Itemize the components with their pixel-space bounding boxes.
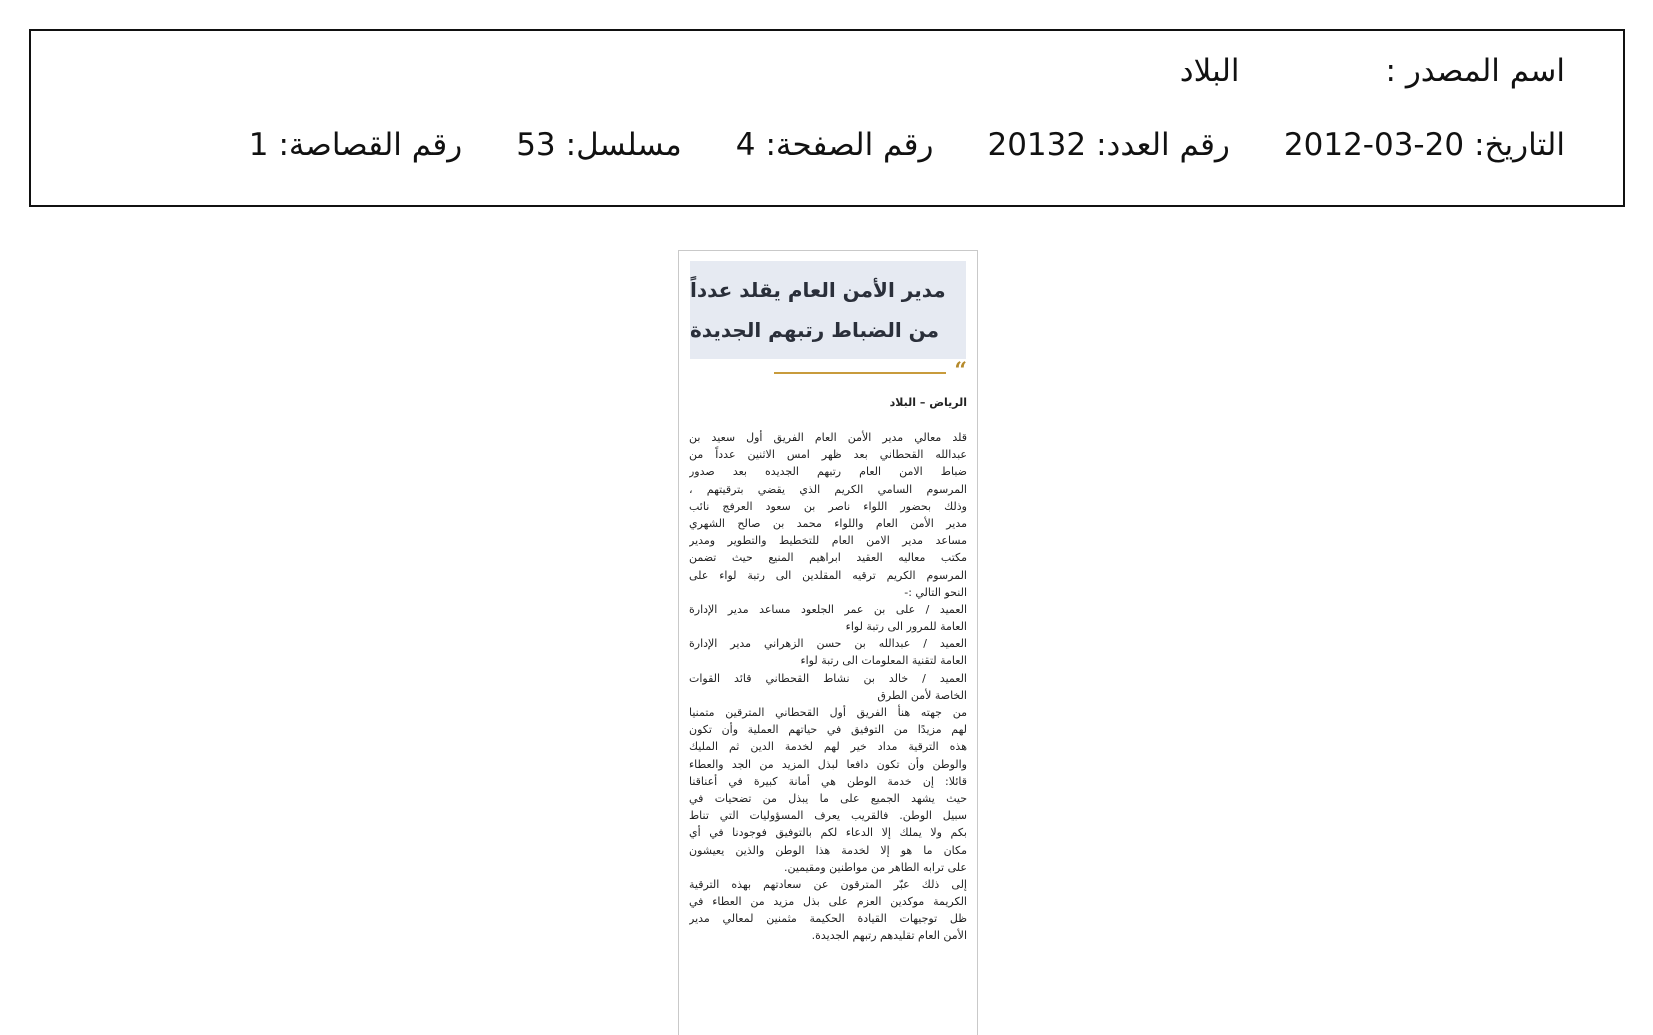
body-line: مساعد مدير الامن العام للتخطيط والتطوير ومدير xyxy=(689,534,967,548)
body-line: ضباط الامن العام رتبهم الجديده بعد صدور xyxy=(689,465,967,479)
body-line: عبدالله القحطاني بعد ظهر امس الاثنين عدداً من xyxy=(689,448,967,462)
body-line: الكريمة موكدين العزم على بذل مزيد من العطاء في xyxy=(689,895,967,909)
newspaper-clipping xyxy=(678,250,978,1035)
headline-line-2: من الضباط رتبهم الجديدة xyxy=(690,318,940,342)
body-line: الأمن العام تقليدهم رتبهم الجديدة. xyxy=(811,929,967,943)
body-line: بكم ولا يملك إلا الدعاء لكم بالتوفيق فوجودنا في أي xyxy=(689,826,967,840)
body-line: العميد / خالد بن نشاط القحطاني قائد القوات xyxy=(689,671,967,685)
page-label: رقم الصفحة: xyxy=(765,127,934,163)
quote-mark-icon: “ xyxy=(954,358,967,384)
body-line: مكتب معاليه العقيد ابراهيم المنيع حيث تضمن xyxy=(689,551,967,565)
body-line: مدير الأمن العام واللواء محمد بن صالح الشهري xyxy=(689,516,967,530)
body-line: والوطن وأن تكون دافعا لبذل المزيد من الجد والعطاء xyxy=(689,757,967,771)
date-value: 2012-03-20 xyxy=(1283,127,1465,163)
divider-line xyxy=(774,372,946,374)
body-line: العميد / عبدالله بن حسن الزهراني مدير الإدارة xyxy=(689,637,967,651)
issue-label: رقم العدد: xyxy=(1096,127,1230,163)
body-line: هذه الترقية مداد خير لهم لخدمة الدين ثم المليك xyxy=(689,740,967,754)
body-line: قلد معالي مدير الأمن العام الفريق أول سعيد بن xyxy=(689,431,967,444)
body-line: المرسوم السامي الكريم الذي يقضي بترقيتهم ، xyxy=(689,482,967,496)
body-line: المرسوم الكريم ترقيه المقلدين الى رتبة لواء على xyxy=(689,568,967,582)
body-line: مكان ما هو إلا لخدمة هذا الوطن والذين يعيشون xyxy=(689,843,967,857)
date-label: التاريخ: xyxy=(1474,127,1565,163)
body-line: سبيل الوطن. فالقريب يعرف المسؤوليات التي تناط xyxy=(689,809,967,823)
headline-line-1: مدير الأمن العام يقلد عدداً xyxy=(690,278,946,302)
body-line: على ترابه الطاهر من مواطنين ومقيمين. xyxy=(784,860,967,874)
body-line: قائلا: إن خدمة الوطن هي أمانة كبيرة في أعناقنا xyxy=(689,774,967,788)
body-line: إلى ذلك عبّر المترقون عن سعادتهم بهذه الترقية xyxy=(689,877,967,891)
body-line: النحو التالي :- xyxy=(904,585,967,599)
clip-label: رقم القصاصة: xyxy=(278,127,463,163)
body-line: العميد / على بن عمر الجلعود مساعد مدير الإدارة xyxy=(689,602,967,616)
serial-value: 53 xyxy=(516,127,556,163)
clip-value: 1 xyxy=(248,127,269,163)
article-dateline: الرياض – البلاد xyxy=(889,396,967,409)
page-value: 4 xyxy=(735,127,756,163)
body-line: العامة للمرور الى رتبة لواء xyxy=(845,620,967,634)
source-label: اسم المصدر : xyxy=(1385,53,1565,89)
body-line: ظل توجيهات القيادة الحكيمة مثمنين لمعالي مدير xyxy=(689,912,967,926)
meta-row xyxy=(249,127,1565,163)
source-value: البلاد xyxy=(1179,53,1240,89)
issue-value: 20132 xyxy=(987,127,1087,163)
body-line: من جهته هنأ الفريق أول القحطاني المترقين متمنيا xyxy=(689,706,967,719)
body-line: حيث يشهد الجميع على ما يبذل من تضحيات في xyxy=(689,791,967,805)
source-row xyxy=(1180,53,1565,89)
body-line: العامة لتقنية المعلومات الى رتبة لواء xyxy=(800,654,967,668)
source-info-box xyxy=(29,29,1625,207)
article-headline xyxy=(690,261,966,359)
body-line: لهم مزيدًا من التوفيق في حياتهم العملية وأن تكون xyxy=(689,723,967,737)
body-line: وذلك بحضور اللواء ناصر بن سعود العرفج نائب xyxy=(689,499,967,513)
body-line: الخاصة لأمن الطرق xyxy=(877,688,967,702)
article-body xyxy=(689,429,967,1035)
serial-label: مسلسل: xyxy=(565,127,682,163)
